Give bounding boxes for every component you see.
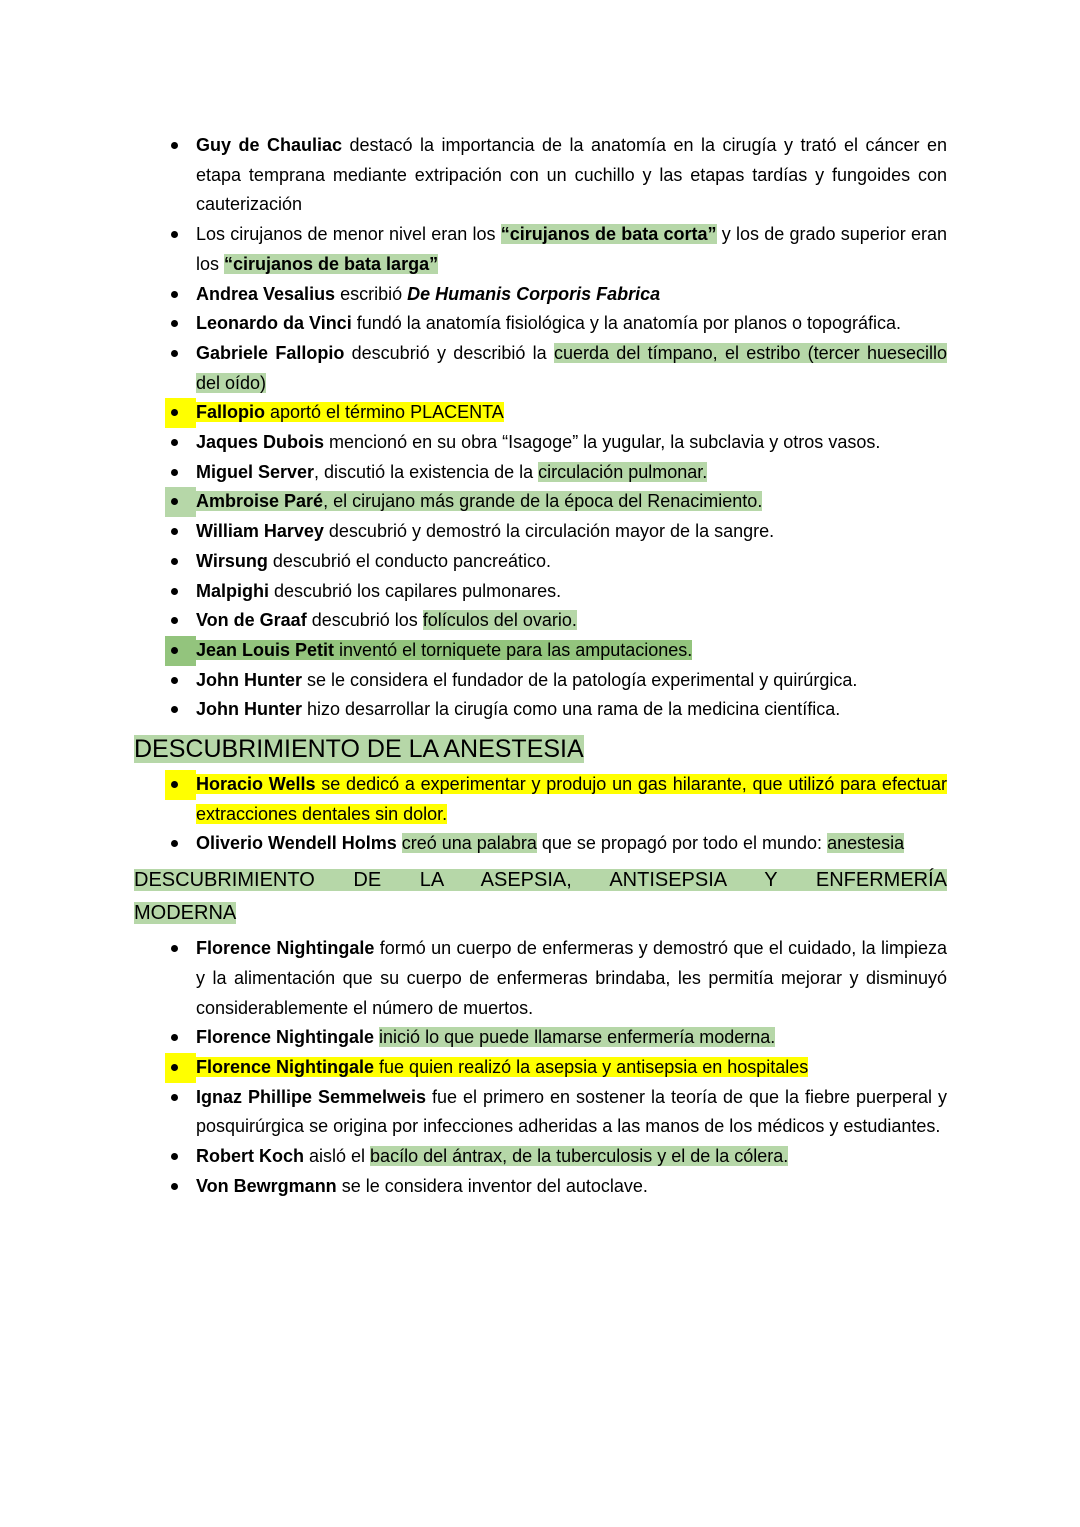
bullet-marker-icon [165,547,196,577]
list-item [134,636,947,666]
text-segment: Ignaz Phillipe Semmelweis [196,1086,427,1107]
text-segment: , discutió la existencia de la [314,461,539,482]
text-segment: John Hunter [196,699,302,720]
text-segment: destacó la importancia de la anatomía en la cirugía y trató el cáncer en etapa temprana mediante extripación con un cuchillo y las etapas tardías y fungoides con cauterización [196,135,947,215]
bullet-marker-icon [165,1023,196,1053]
text-segment: se dedicó a experimentar y produjo un gas hilarante, que utilizó para efectuar extracciones dentales sin dolor. [196,774,947,824]
list-item [134,934,947,1023]
text-segment: De Humanis Corporis Fabrica [407,283,661,304]
list-item [134,1053,947,1083]
bullet-marker-icon [165,428,196,458]
text-segment: descubrió y demostró la circulación mayor de la sangre. [323,521,775,542]
bullet-list [134,934,947,1201]
section-heading [134,732,947,766]
text-segment: fue el primero en sostener la teoría de que la fiebre puerperal y posquirúrgica se origina por infecciones adheridas a las manos de los médicos y estudiantes. [196,1086,947,1137]
bullet-list [134,131,947,725]
text-segment: William Harvey [196,521,324,542]
document-content [134,131,947,1202]
bullet-marker-icon [165,1083,196,1113]
list-item [134,1172,947,1202]
text-segment: “cirujanos de bata larga” [224,253,439,274]
bullet-marker-icon [165,829,196,859]
text-segment: Miguel Server [196,461,315,482]
text-segment: “cirujanos de bata corta” [500,224,717,245]
text-segment: circulación pulmonar. [538,461,708,482]
list-item [134,666,947,696]
list-item [134,1083,947,1142]
text-segment: Gabriele Fallopio [196,342,345,363]
text-segment: que se propagó por todo el mundo: [536,833,828,854]
list-item [134,1023,947,1053]
bullet-marker-icon [165,577,196,607]
text-segment: Florence Nightingale [196,1027,375,1048]
list-item [134,458,947,488]
bullet-marker-icon [165,770,196,800]
text-segment: folículos del ovario. [422,610,577,631]
bullet-marker-icon [165,1053,196,1083]
text-segment: cuerda del tímpano, el estribo (tercer huesecillo del oído) [196,342,947,393]
bullet-marker-icon [165,1172,196,1202]
list-item [134,131,947,220]
text-segment: se le considera inventor del autoclave. [336,1175,648,1196]
text-segment: , el cirujano más grande de la época del Renacimiento. [323,491,763,512]
text-segment: Jaques Dubois [196,432,325,453]
list-item [134,770,947,829]
list-item [134,695,947,725]
text-segment: formó un cuerpo de enfermeras y demostró que el cuidado, la limpieza y la alimentación que su cuerpo de enfermeras brindaba, les permitía mejorar y disminuyó considerablemente el número de muertos. [196,938,947,1018]
heading-text: MODERNA [134,902,237,925]
list-item [134,339,947,398]
text-segment: anestesia [827,833,905,854]
list-item [134,517,947,547]
list-item [134,280,947,310]
bullet-marker-icon [165,636,196,666]
bullet-marker-icon [165,695,196,725]
text-segment: se le considera el fundador de la patología experimental y quirúrgica. [302,669,858,690]
text-segment: Jean Louis Petit [196,639,335,660]
bullet-marker-icon [165,398,196,428]
text-segment: aisló el [304,1146,371,1167]
list-item [134,577,947,607]
list-item [134,547,947,577]
text-segment: Malpighi [196,580,269,601]
text-segment: John Hunter [196,669,302,690]
text-segment: fundó la anatomía fisiológica y la anatomía por planos o topográfica. [351,313,902,334]
list-item [134,487,947,517]
text-segment: Leonardo da Vinci [196,313,352,334]
text-segment: mencionó en su obra “Isagoge” la yugular, la subclavia y otros vasos. [324,432,881,453]
text-segment: Guy de Chauliac [196,135,342,155]
list-item [134,309,947,339]
heading-text: DESCUBRIMIENTO DE LA ASEPSIA, ANTISEPSIA Y ENFERMERÍA [134,869,947,892]
text-segment: Ambroise Paré [196,491,324,512]
text-segment: Florence Nightingale [196,938,375,959]
text-segment: descubrió y describió la [344,342,554,363]
text-segment: descubrió los [306,610,423,631]
heading-text: DESCUBRIMIENTO DE LA ANESTESIA [134,735,584,764]
bullet-marker-icon [165,220,196,250]
bullet-marker-icon [165,309,196,339]
list-item [134,398,947,428]
text-segment [397,833,402,853]
text-segment: Los cirujanos de menor nivel eran los [196,224,501,245]
bullet-list [134,770,947,859]
text-segment: Wirsung [196,550,268,571]
bullet-marker-icon [165,517,196,547]
text-segment: inventó el torniquete para las amputaciones. [334,639,693,660]
bullet-marker-icon [165,606,196,636]
bullet-marker-icon [165,280,196,310]
list-item [134,829,947,859]
text-segment: Von Bewrgmann [196,1175,337,1196]
bullet-marker-icon [165,666,196,696]
text-segment: y los de grado superior eran los [196,224,947,274]
list-item [134,1142,947,1172]
bullet-marker-icon [165,458,196,488]
text-segment: bacílo del ántrax, de la tuberculosis y el de la cólera. [370,1146,789,1167]
bullet-marker-icon [165,1142,196,1172]
bullet-marker-icon [165,934,196,964]
text-segment: Fallopio [196,402,265,423]
text-segment: hizo desarrollar la cirugía como una rama de la medicina científica. [302,699,841,720]
text-segment: escribió [335,283,408,304]
text-segment: descubrió el conducto pancreático. [267,550,552,571]
text-segment: Oliverio Wendell Holms [196,833,397,854]
text-segment: aportó el término PLACENTA [265,402,504,423]
text-segment: Florence Nightingale [196,1056,375,1077]
list-item [134,220,947,279]
bullet-marker-icon [165,339,196,369]
text-segment: inició lo que puede llamarse enfermería moderna. [379,1027,776,1048]
text-segment: creó una palabra [401,833,537,854]
text-segment: descubrió los capilares pulmonares. [269,580,562,601]
list-item [134,606,947,636]
bullet-marker-icon [165,487,196,517]
bullet-marker-icon [165,131,196,161]
text-segment: Horacio Wells [196,774,316,795]
text-segment: Von de Graaf [196,610,307,631]
text-segment: Andrea Vesalius [196,283,336,304]
section-heading [134,864,947,930]
list-item [134,428,947,458]
text-segment: Robert Koch [196,1146,304,1167]
text-segment: fue quien realizó la asepsia y antisepsia en hospitales [374,1056,809,1077]
